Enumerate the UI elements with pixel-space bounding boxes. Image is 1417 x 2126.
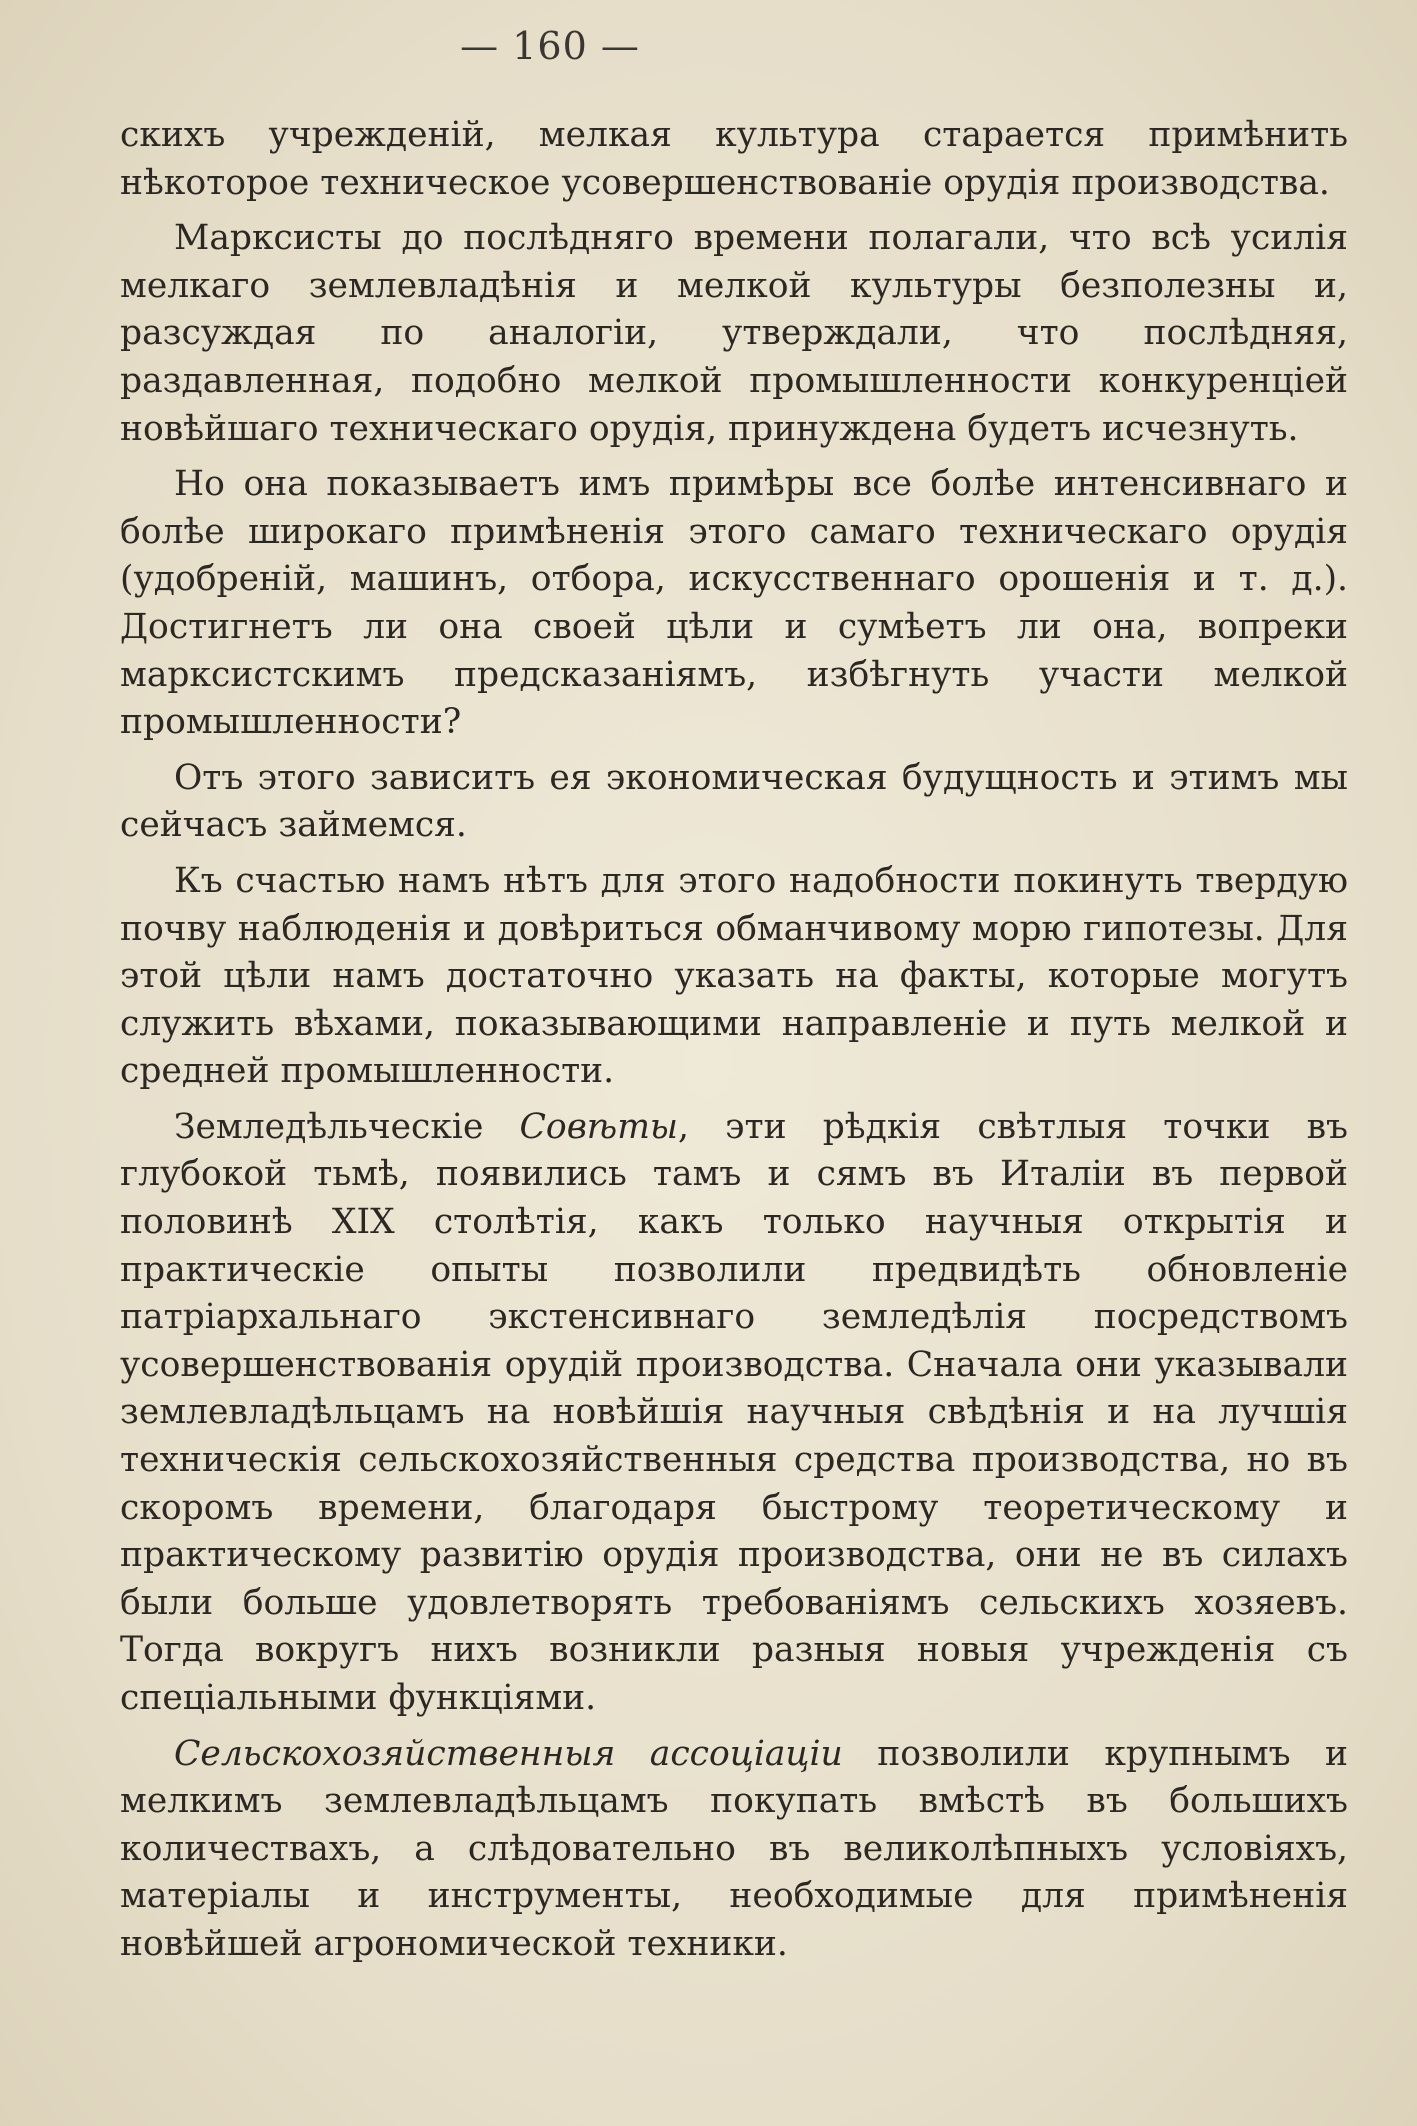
paragraph — [120, 1104, 1348, 1723]
text-run: Но она показываетъ имъ примѣры все болѣе интенсивнаго и болѣе широкаго примѣненія этого самаго техническаго орудія (удобреній, машинъ, отбора, искусственнаго орошенія и т. д.). Достигнетъ ли она своей цѣли и сумѣетъ ли она, вопреки марксистскимъ предсказаніямъ, избѣгнуть участи мелкой промышленности? — [120, 464, 1348, 743]
paragraph — [120, 215, 1348, 453]
text-run: скихъ учрежденій, мелкая культура старается примѣнить нѣкоторое техническое усовершенствованіе орудія производства. — [120, 115, 1348, 203]
text-run: Къ счастью намъ нѣтъ для этого надобности покинуть твердую почву наблюденія и довѣриться обманчивому морю гипотезы. Для этой цѣли намъ достаточно указать на факты, которые могутъ служить вѣхами, показывающими направленіе и путь мелкой и средней промышленности. — [120, 860, 1348, 1092]
paragraph — [120, 112, 1348, 207]
text-run: Марксисты до послѣдняго времени полагали, что всѣ усилія мелкаго землевладѣнія и мелкой культуры безполезны и, разсуждая по аналогіи, утверждали, что послѣдняя, раздавленная, подобно мелкой промышленности конкуренціей новѣйшаго техническаго орудія, принуждена будетъ исчезнуть. — [120, 218, 1348, 449]
paragraph — [120, 755, 1348, 850]
text-run: Земледѣльческіе — [174, 1106, 520, 1147]
text-run: Отъ этого зависитъ ея экономическая будущность и этимъ мы сейчасъ займемся. — [120, 757, 1348, 846]
text-run: позволили крупнымъ и мелкимъ землевладѣльцамъ покупать вмѣстѣ въ большихъ количествахъ, а слѣдовательно въ великолѣпныхъ условіяхъ, матеріалы и инструменты, необходимые для примѣненія новѣйшей агрономической техники. — [120, 1733, 1348, 1964]
paragraph — [120, 858, 1348, 1096]
page-number: — 160 — — [460, 24, 640, 68]
italic-term: Совѣты — [519, 1106, 679, 1147]
text-body — [120, 112, 1348, 1977]
paragraph — [120, 1731, 1348, 1969]
text-run: , эти рѣдкія свѣтлыя точки въ глубокой тьмѣ, появились тамъ и сямъ въ Италіи въ первой половинѣ XIX столѣтія, какъ только научныя открытія и практическіе опыты позволили предвидѣть обновленіе патріархальнаго экстенсивнаго земледѣлія посредствомъ усовершенствованія орудій производства. Сначала они указывали землевладѣльцамъ на новѣйшія научныя свѣдѣнія и на лучшія техническія сельскохозяйственныя средства производства, но въ скоромъ времени, благодаря быстрому теоретическому и практическому развитію орудія производства, они не въ силахъ были больше удовлетворять требованіямъ сельскихъ хозяевъ. Тогда вокругъ нихъ возникли разныя новыя учрежденія съ спеціальными функціями. — [120, 1106, 1348, 1718]
paragraph — [120, 461, 1348, 747]
italic-term: Сельскохозяйственныя ассоціаціи — [174, 1733, 843, 1774]
